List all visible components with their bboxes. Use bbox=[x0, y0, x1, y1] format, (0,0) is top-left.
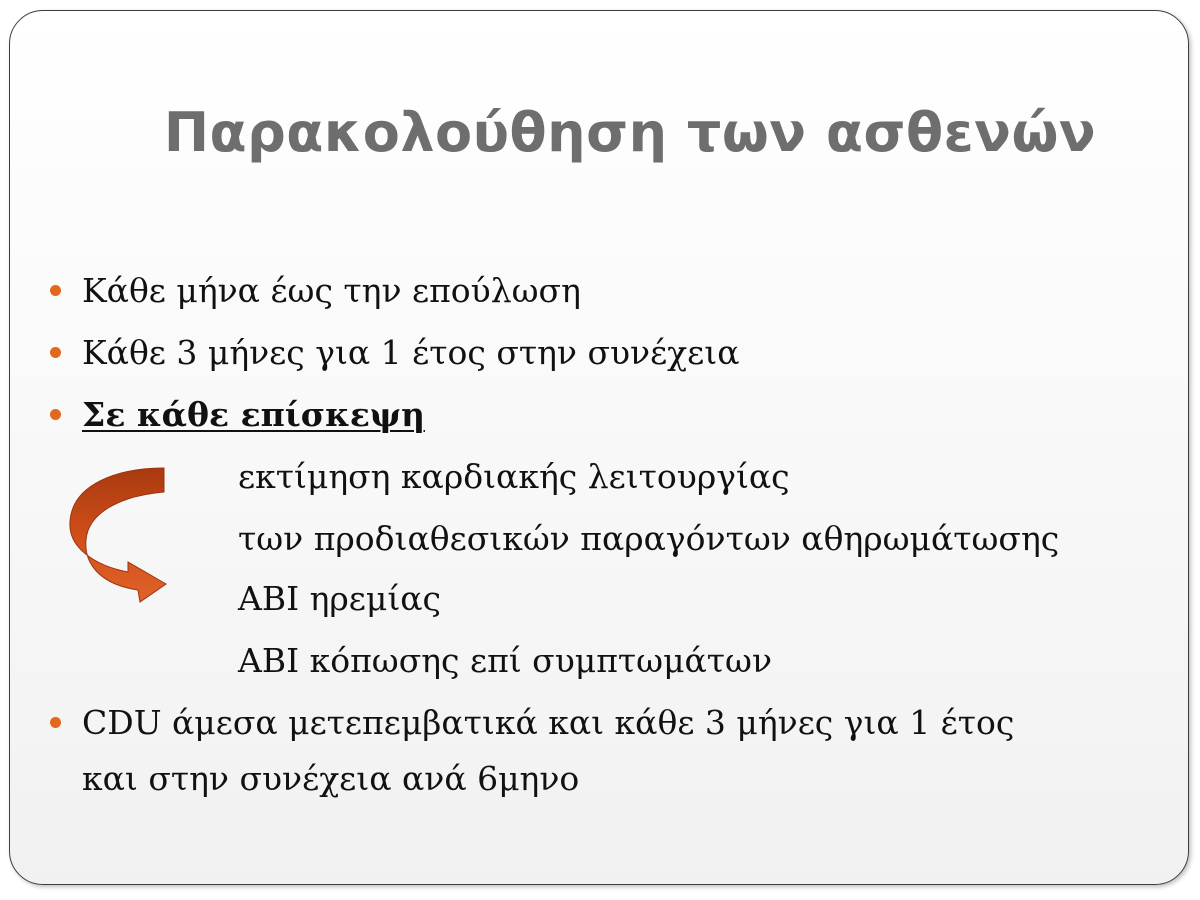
bullet-dot bbox=[50, 347, 61, 358]
slide-title: Παρακολούθηση των ασθενών bbox=[163, 101, 1097, 164]
bullet-cdu-line1: CDU άμεσα μετεπεμβατικά και κάθε 3 μήνες για 1 έτος bbox=[82, 703, 1015, 742]
visit-item-risk-factors: των προδιαθεσικών παραγόντων αθηρωμάτωσης bbox=[238, 519, 1060, 558]
visit-item-cardiac: εκτίμηση καρδιακής λειτουργίας bbox=[238, 457, 790, 496]
bullet-dot bbox=[50, 409, 61, 420]
bullet-quarterly: Κάθε 3 μήνες για 1 έτος στην συνέχεια bbox=[82, 333, 740, 372]
visit-item-abi-rest: ABI ηρεμίας bbox=[238, 579, 442, 618]
curved-arrow-icon bbox=[66, 466, 170, 604]
bullet-dot bbox=[50, 717, 61, 728]
bullet-each-visit: Σε κάθε επίσκεψη bbox=[82, 395, 425, 434]
bullet-dot bbox=[50, 285, 61, 296]
bullet-cdu-line2: και στην συνέχεια ανά 6μηνο bbox=[82, 759, 580, 798]
bullet-monthly: Κάθε μήνα έως την επούλωση bbox=[82, 271, 581, 310]
visit-item-abi-exercise: ABI κόπωσης επί συμπτωμάτων bbox=[238, 641, 773, 680]
